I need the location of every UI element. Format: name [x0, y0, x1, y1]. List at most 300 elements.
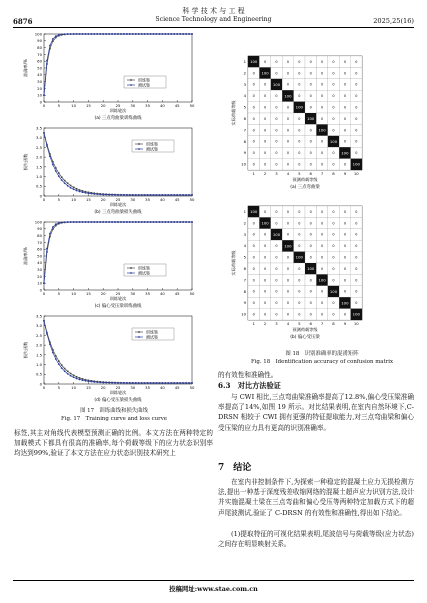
- train-point: [61, 364, 63, 366]
- test-point: [162, 194, 164, 196]
- off-diag-value: 0: [321, 139, 324, 144]
- col-tick-label: 7: [320, 171, 324, 176]
- y-tick-label: 10: [37, 92, 42, 98]
- off-diag-value: 0: [275, 289, 278, 294]
- test-point: [79, 379, 81, 381]
- test-point: [46, 145, 48, 147]
- test-point: [153, 221, 155, 223]
- test-point: [153, 382, 155, 384]
- col-tick-label: 6: [309, 171, 312, 176]
- test-point: [191, 33, 193, 35]
- y-tick-label: 1.0: [35, 173, 42, 179]
- x-tick-label: 45: [174, 197, 180, 202]
- y-tick-label: 60: [37, 58, 42, 64]
- diag-value: 100: [284, 243, 292, 249]
- x-tick-label: 40: [159, 385, 165, 390]
- off-diag-value: 0: [309, 232, 312, 237]
- test-point: [52, 38, 54, 40]
- test-point: [117, 194, 119, 196]
- x-tick-label: 30: [130, 385, 136, 390]
- off-diag-value: 0: [264, 244, 267, 249]
- off-diag-value: 0: [286, 82, 289, 87]
- test-point: [182, 33, 184, 35]
- test-point: [108, 33, 110, 35]
- off-diag-value: 0: [286, 59, 289, 64]
- off-diag-value: 0: [321, 94, 324, 99]
- off-diag-value: 0: [332, 128, 335, 133]
- off-diag-value: 0: [309, 289, 312, 294]
- off-diag-value: 0: [252, 94, 255, 99]
- y-tick-label: 90: [37, 38, 42, 44]
- off-diag-value: 0: [309, 128, 312, 133]
- y-tick-label: 3.0: [35, 135, 42, 141]
- x-axis-label: 训练轮次: [109, 202, 127, 207]
- test-point: [43, 282, 45, 284]
- y-tick-label: 80: [37, 233, 42, 238]
- off-diag-value: 0: [298, 209, 301, 214]
- off-diag-value: 0: [286, 255, 289, 260]
- test-point: [79, 221, 81, 223]
- test-point: [164, 382, 166, 384]
- train-point: [76, 188, 78, 190]
- test-point: [52, 226, 54, 228]
- off-diag-value: 0: [252, 116, 255, 121]
- test-point: [82, 379, 84, 381]
- y-axis-label: 实际荷载等级: [231, 250, 236, 276]
- test-point: [138, 221, 140, 223]
- off-diag-value: 0: [275, 94, 278, 99]
- diag-value: 100: [261, 70, 269, 76]
- off-diag-value: 0: [343, 209, 346, 214]
- test-point: [88, 221, 90, 223]
- test-point: [126, 382, 128, 384]
- test-point: [173, 382, 175, 384]
- fig17-caption-cn: 图 17 训练曲线和损失曲线: [80, 408, 148, 414]
- test-point: [105, 194, 107, 196]
- test-point: [99, 33, 101, 35]
- off-diag-value: 0: [298, 151, 301, 156]
- diag-value: 100: [329, 288, 338, 294]
- test-point: [156, 382, 158, 384]
- off-diag-value: 0: [332, 244, 335, 249]
- legend-train-label: 训练集: [138, 77, 150, 83]
- row-tick-label: 10: [241, 311, 246, 317]
- test-point: [70, 221, 72, 223]
- off-diag-value: 0: [286, 105, 289, 110]
- y-tick-label: 0.5: [35, 183, 42, 189]
- y-tick-label: 2.0: [35, 342, 42, 348]
- x-axis-label: 训练轮次: [109, 390, 127, 395]
- test-point: [82, 191, 84, 193]
- off-diag-value: 0: [355, 255, 358, 260]
- footer-rule: [13, 580, 414, 581]
- fig17-caption-en: Fig. 17 Training curve and loss curve: [61, 416, 167, 422]
- off-diag-value: 0: [343, 94, 346, 99]
- y-tick-label: 0.5: [35, 371, 42, 377]
- col-tick-label: 8: [332, 171, 335, 176]
- off-diag-value: 0: [298, 278, 301, 283]
- x-tick-label: 10: [71, 197, 77, 202]
- test-point: [58, 34, 60, 36]
- test-point: [114, 194, 116, 196]
- off-diag-value: 0: [332, 278, 335, 283]
- test-point: [67, 185, 69, 187]
- off-diag-value: 0: [286, 221, 289, 226]
- y-tick-label: 1.5: [35, 164, 42, 170]
- off-diag-value: 0: [332, 301, 335, 306]
- test-point: [102, 221, 104, 223]
- test-point: [108, 221, 110, 223]
- test-point: [90, 33, 92, 35]
- test-point: [126, 33, 128, 35]
- off-diag-value: 0: [321, 255, 324, 260]
- off-diag-value: 0: [298, 59, 301, 64]
- x-tick-label: 0: [42, 385, 46, 390]
- test-point: [170, 382, 172, 384]
- off-diag-value: 0: [343, 128, 346, 133]
- fig18-caption-cn: 图 18 识别准确率的混淆矩阵: [285, 351, 359, 357]
- row-tick-label: 1: [243, 209, 246, 214]
- off-diag-value: 0: [264, 266, 267, 271]
- test-point: [129, 382, 131, 384]
- off-diag-value: 0: [264, 278, 267, 283]
- test-point: [167, 221, 169, 223]
- x-axis-label: 训练轮次: [109, 108, 127, 113]
- off-diag-value: 0: [286, 139, 289, 144]
- col-tick-label: 9: [343, 321, 347, 326]
- off-diag-value: 0: [321, 105, 324, 110]
- test-point: [144, 194, 146, 196]
- y-tick-label: 40: [37, 260, 42, 266]
- test-point: [55, 223, 57, 225]
- test-point: [73, 221, 75, 223]
- legend-train-marker: [130, 79, 132, 81]
- test-point: [141, 382, 143, 384]
- x-tick-label: 10: [71, 103, 77, 108]
- y-tick-label: 2.0: [35, 154, 42, 160]
- footer-website: 投稿网址:www.stae.com.cn: [169, 585, 258, 593]
- x-tick-label: 40: [159, 197, 165, 202]
- row-tick-label: 7: [243, 277, 246, 283]
- diag-value: 100: [250, 59, 258, 65]
- header-rule: [13, 27, 414, 28]
- test-point: [73, 188, 75, 190]
- y-tick-label: 70: [37, 239, 42, 245]
- off-diag-value: 0: [275, 59, 278, 64]
- off-diag-value: 0: [343, 244, 346, 249]
- test-point: [102, 33, 104, 35]
- test-point: [159, 33, 161, 35]
- test-point: [90, 381, 92, 383]
- y-tick-label: 0: [39, 99, 42, 105]
- test-point: [105, 382, 107, 384]
- off-diag-value: 0: [343, 289, 346, 294]
- off-diag-value: 0: [275, 278, 278, 283]
- test-point: [99, 221, 101, 223]
- x-tick-label: 15: [85, 385, 91, 390]
- test-point: [64, 182, 66, 184]
- off-diag-value: 0: [252, 255, 255, 260]
- test-point: [173, 221, 175, 223]
- off-diag-value: 0: [332, 82, 335, 87]
- col-tick-label: 2: [263, 171, 267, 176]
- off-diag-value: 0: [332, 105, 335, 110]
- test-point: [132, 194, 134, 196]
- test-point: [102, 194, 104, 196]
- col-tick-label: 4: [286, 171, 290, 176]
- test-point: [70, 375, 72, 377]
- off-diag-value: 0: [355, 71, 358, 76]
- off-diag-value: 0: [343, 59, 346, 64]
- plot-frame: [44, 222, 192, 290]
- test-point: [67, 373, 69, 375]
- test-point: [76, 378, 78, 380]
- y-tick-label: 30: [37, 267, 42, 272]
- off-diag-value: 0: [309, 105, 312, 110]
- train-point: [58, 360, 60, 362]
- y-tick-label: 100: [34, 31, 42, 37]
- test-point: [153, 194, 155, 196]
- section-6-3-heading: 6.3 对比方法验证: [218, 381, 281, 390]
- train-point: [58, 172, 60, 174]
- off-diag-value: 0: [332, 312, 335, 317]
- test-point: [188, 33, 190, 35]
- row-tick-label: 4: [243, 93, 246, 99]
- off-diag-value: 0: [321, 209, 324, 214]
- test-point: [67, 33, 69, 35]
- off-diag-value: 0: [321, 244, 324, 249]
- train-point: [79, 377, 81, 379]
- diag-value: 100: [341, 150, 349, 156]
- test-point: [126, 194, 128, 196]
- test-point: [132, 33, 134, 35]
- test-point: [162, 221, 164, 223]
- test-point: [43, 320, 45, 322]
- col-tick-label: 10: [353, 321, 359, 326]
- off-diag-value: 0: [286, 128, 289, 133]
- y-tick-label: 2.5: [35, 332, 42, 338]
- test-point: [123, 33, 125, 35]
- off-diag-value: 0: [343, 116, 346, 121]
- test-point: [111, 382, 113, 384]
- col-tick-label: 9: [343, 171, 347, 176]
- test-point: [96, 33, 98, 35]
- legend-train-marker: [138, 331, 140, 333]
- test-point: [159, 194, 161, 196]
- legend-test-label: 测试集: [146, 334, 158, 340]
- x-tick-label: 25: [115, 291, 121, 296]
- test-point: [120, 194, 122, 196]
- test-point: [96, 221, 98, 223]
- test-point: [182, 194, 184, 196]
- test-point: [191, 194, 193, 196]
- test-point: [49, 156, 51, 158]
- test-point: [105, 221, 107, 223]
- test-point: [64, 33, 66, 35]
- panel-a: [22, 31, 195, 121]
- test-point: [102, 382, 104, 384]
- x-tick-label: 40: [159, 291, 165, 296]
- figure-17: [14, 30, 214, 407]
- test-point: [141, 194, 143, 196]
- test-point: [167, 194, 169, 196]
- test-point: [129, 194, 131, 196]
- y-tick-label: 0: [39, 193, 42, 199]
- test-point: [88, 192, 90, 194]
- test-point: [126, 221, 128, 223]
- y-tick-label: 50: [37, 65, 42, 71]
- test-point: [135, 382, 137, 384]
- test-point: [170, 194, 172, 196]
- y-tick-label: 3.5: [35, 313, 42, 319]
- off-diag-value: 0: [264, 232, 267, 237]
- col-tick-label: 7: [320, 321, 324, 326]
- col-tick-label: 8: [332, 321, 335, 326]
- x-tick-label: 10: [71, 291, 77, 296]
- test-point: [61, 179, 63, 181]
- off-diag-value: 0: [264, 289, 267, 294]
- off-diag-value: 0: [355, 266, 358, 271]
- test-point: [61, 367, 63, 369]
- test-point: [111, 221, 113, 223]
- x-tick-label: 25: [115, 103, 121, 108]
- test-point: [46, 60, 48, 62]
- conclusion-1: (1)提取特征的可视化结果表明,尾波信号与荷载等级(应力状态)之间存在明显映射关系。: [218, 530, 414, 549]
- x-tick-label: 10: [71, 385, 77, 390]
- test-point: [191, 221, 193, 223]
- test-point: [43, 94, 45, 96]
- col-tick-label: 5: [298, 171, 301, 176]
- y-tick-label: 60: [37, 246, 42, 252]
- off-diag-value: 0: [298, 312, 301, 317]
- test-point: [82, 33, 84, 35]
- train-point: [76, 376, 78, 378]
- col-tick-label: 2: [263, 321, 267, 326]
- off-diag-value: 0: [275, 209, 278, 214]
- journal-title-cn: 科 学 技 术 与 工 程: [182, 7, 245, 15]
- off-diag-value: 0: [264, 116, 267, 121]
- off-diag-value: 0: [264, 209, 267, 214]
- off-diag-value: 0: [332, 255, 335, 260]
- off-diag-value: 0: [332, 94, 335, 99]
- test-point: [120, 221, 122, 223]
- off-diag-value: 0: [275, 244, 278, 249]
- test-point: [70, 187, 72, 189]
- test-point: [162, 382, 164, 384]
- legend-test-label: 测试集: [138, 270, 150, 276]
- test-point: [55, 358, 57, 360]
- x-tick-label: 0: [42, 103, 46, 108]
- test-point: [138, 382, 140, 384]
- off-diag-value: 0: [286, 116, 289, 121]
- x-tick-label: 5: [57, 385, 61, 390]
- test-point: [150, 382, 152, 384]
- test-point: [46, 248, 48, 250]
- off-diag-value: 0: [298, 266, 301, 271]
- off-diag-value: 0: [321, 59, 324, 64]
- off-diag-value: 0: [275, 71, 278, 76]
- x-tick-label: 50: [189, 197, 195, 202]
- test-point: [52, 164, 54, 166]
- x-tick-label: 40: [159, 103, 165, 108]
- x-tick-label: 20: [100, 291, 106, 296]
- off-diag-value: 0: [298, 94, 301, 99]
- off-diag-value: 0: [264, 301, 267, 306]
- test-point: [79, 33, 81, 35]
- test-point: [52, 352, 54, 354]
- x-axis-label: 训练轮次: [109, 296, 127, 301]
- test-point: [159, 382, 161, 384]
- off-diag-value: 0: [343, 312, 346, 317]
- test-point: [114, 382, 116, 384]
- y-tick-label: 2.5: [35, 144, 42, 150]
- test-point: [170, 221, 172, 223]
- test-point: [93, 381, 95, 383]
- legend-train-label: 训练集: [146, 329, 158, 335]
- row-tick-label: 5: [243, 254, 246, 260]
- off-diag-value: 0: [321, 116, 324, 121]
- off-diag-value: 0: [275, 255, 278, 260]
- off-diag-value: 0: [286, 151, 289, 156]
- legend-train-label: 训练集: [146, 141, 158, 147]
- off-diag-value: 0: [343, 278, 346, 283]
- train-point: [67, 182, 69, 184]
- off-diag-value: 0: [332, 71, 335, 76]
- legend-train-marker: [130, 267, 132, 269]
- test-point: [164, 221, 166, 223]
- off-diag-value: 0: [309, 94, 312, 99]
- off-diag-value: 0: [321, 301, 324, 306]
- y-tick-label: 40: [37, 72, 42, 78]
- test-point: [93, 33, 95, 35]
- col-tick-label: 5: [298, 321, 301, 326]
- test-point: [90, 221, 92, 223]
- test-point: [123, 194, 125, 196]
- y-tick-label: 100: [34, 219, 42, 225]
- off-diag-value: 0: [343, 266, 346, 271]
- test-point: [176, 221, 178, 223]
- subfigure-caption: (b) 偏心受压梁: [290, 335, 320, 340]
- test-point: [49, 344, 51, 346]
- off-diag-value: 0: [355, 301, 358, 306]
- test-point: [79, 191, 81, 193]
- test-point: [88, 33, 90, 35]
- col-tick-label: 3: [275, 321, 278, 326]
- plot-frame: [44, 128, 192, 196]
- x-tick-label: 50: [189, 291, 195, 296]
- test-point: [135, 33, 137, 35]
- y-tick-label: 80: [37, 45, 42, 50]
- off-diag-value: 0: [321, 71, 324, 76]
- plot-frame: [44, 316, 192, 384]
- test-point: [120, 382, 122, 384]
- off-diag-value: 0: [275, 151, 278, 156]
- col-tick-label: 10: [353, 171, 359, 176]
- test-point: [135, 221, 137, 223]
- x-tick-label: 15: [85, 291, 91, 296]
- test-point: [147, 221, 149, 223]
- off-diag-value: 0: [309, 59, 312, 64]
- off-diag-value: 0: [252, 312, 255, 317]
- diag-value: 100: [307, 116, 315, 122]
- off-diag-value: 0: [286, 312, 289, 317]
- y-axis-label: 实际荷载等级: [231, 100, 236, 126]
- off-diag-value: 0: [309, 312, 312, 317]
- off-diag-value: 0: [321, 266, 324, 271]
- off-diag-value: 0: [275, 162, 278, 167]
- off-diag-value: 0: [264, 151, 267, 156]
- diag-value: 100: [352, 311, 360, 317]
